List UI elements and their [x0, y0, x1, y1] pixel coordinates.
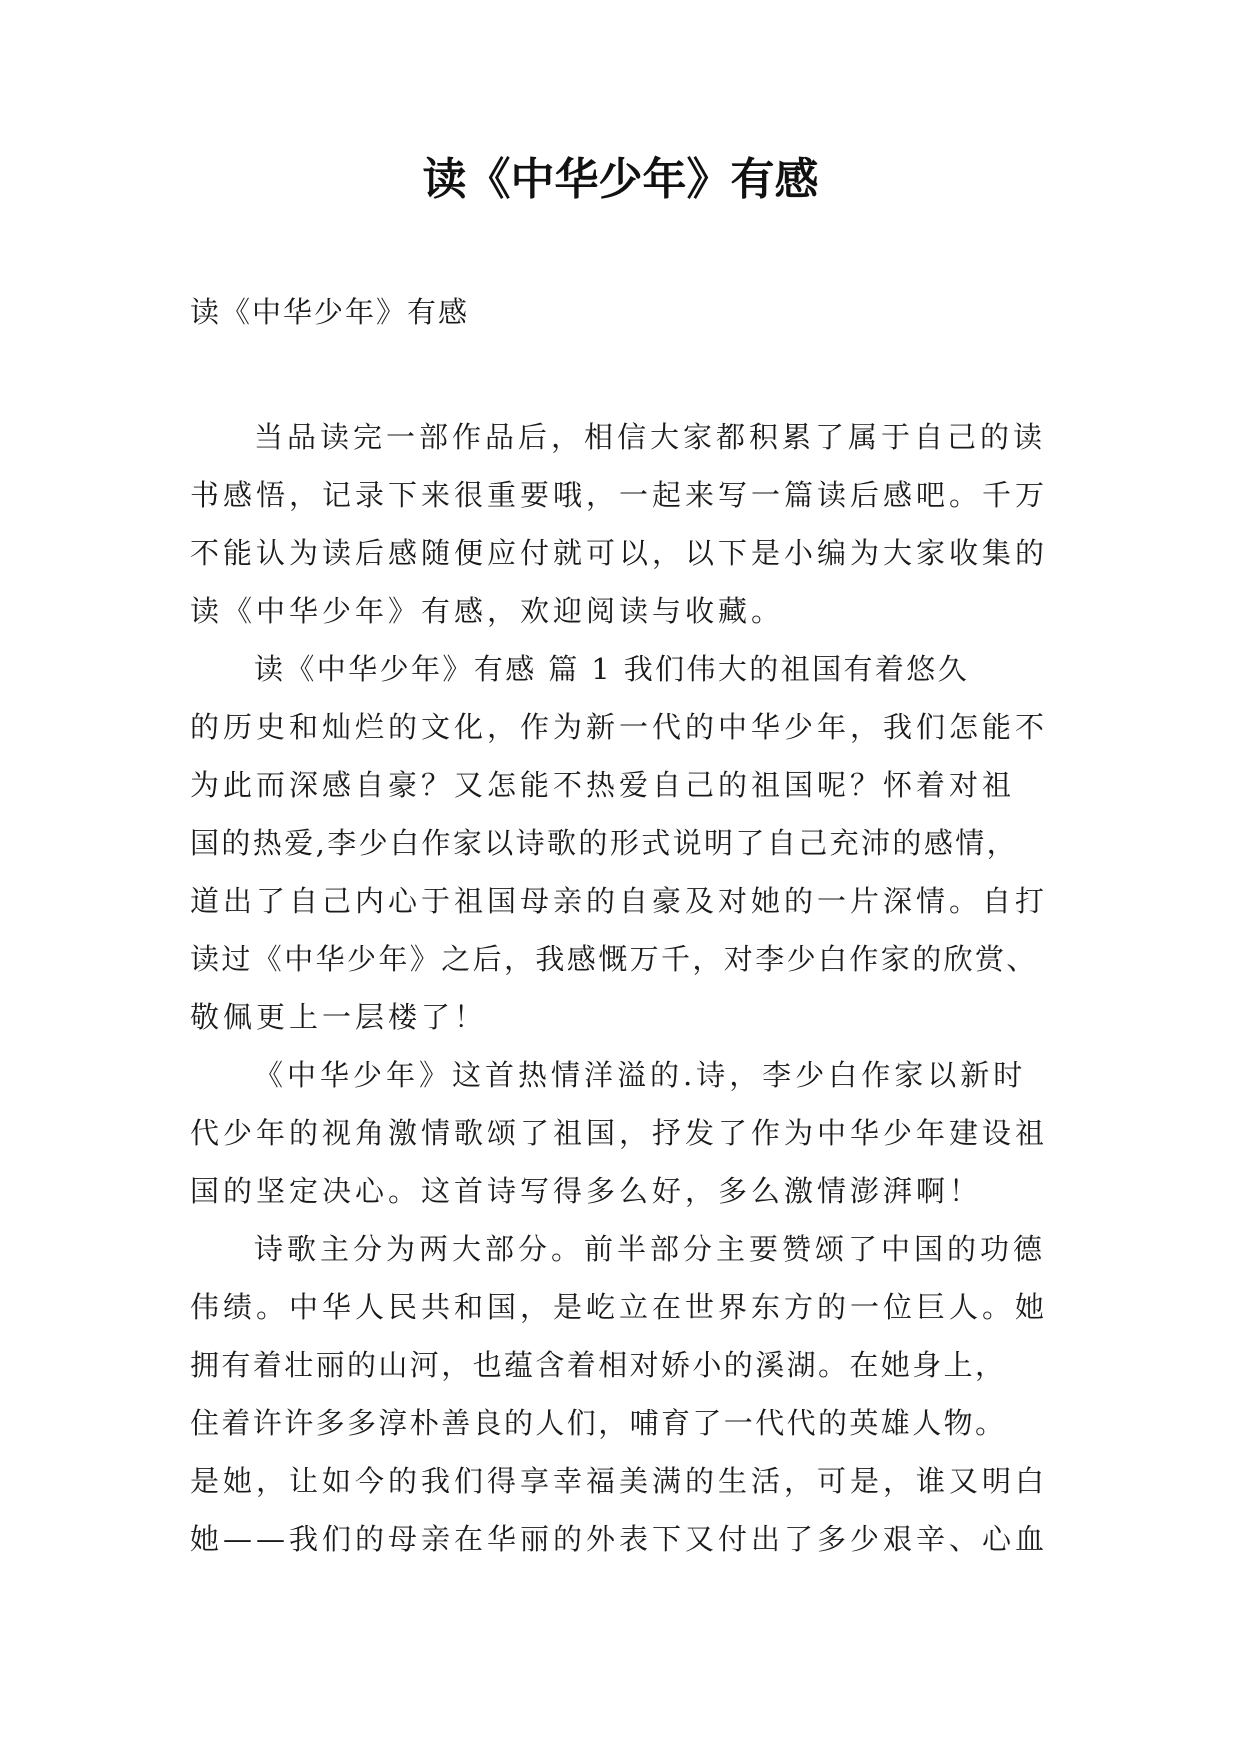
body-line: 住着许许多多淳朴善良的人们，哺育了一代代的英雄人物。 [190, 1406, 1007, 1440]
body-line: 道出了自己内心于祖国母亲的自豪及对她的一片深情。自打 [190, 884, 1049, 918]
body-line: 是她，让如今的我们得享幸福美满的生活，可是，谁又明白 [190, 1464, 1049, 1498]
body-line: 伟绩。中华人民共和国，是屹立在世界东方的一位巨人。她 [190, 1290, 1049, 1324]
body-line: 拥有着壮丽的山河，也蕴含着相对娇小的溪湖。在她身上， [190, 1348, 1007, 1382]
document-subtitle: 读《中华少年》有感 [190, 295, 470, 329]
body-line: 为此而深感自豪？又怎能不热爱自己的祖国呢？怀着对祖 [190, 768, 1016, 802]
body-line: 读《中华少年》有感，欢迎阅读与收藏。 [190, 594, 785, 628]
body-line: 代少年的视角激情歌颂了祖国，抒发了作为中华少年建设祖 [190, 1116, 1049, 1150]
body-line: 当品读完一部作品后，相信大家都积累了属于自己的读 [254, 420, 1047, 454]
body-line: 读过《中华少年》之后，我感慨万千，对李少白作家的欣赏、 [190, 942, 1038, 976]
body-line: 的历史和灿烂的文化，作为新一代的中华少年，我们怎能不 [190, 710, 1049, 744]
body-line: 读《中华少年》有感 篇 1 我们伟大的祖国有着悠久 [254, 652, 970, 686]
body-line: 书感悟，记录下来很重要哦，一起来写一篇读后感吧。千万 [190, 478, 1049, 512]
document-body [190, 408, 1050, 1568]
body-line: 敬佩更上一层楼了！ [190, 1000, 488, 1034]
body-line: 她——我们的母亲在华丽的外表下又付出了多少艰辛、心血 [190, 1522, 1049, 1556]
body-line: 《中华少年》这首热情洋溢的.诗，李少白作家以新时 [254, 1058, 1027, 1092]
body-line: 不能认为读后感随便应付就可以，以下是小编为大家收集的 [190, 536, 1049, 570]
body-line: 国的热爱,李少白作家以诗歌的形式说明了自己充沛的感情， [190, 826, 1019, 860]
document-title: 读《中华少年》有感 [422, 154, 819, 205]
body-line: 诗歌主分为两大部分。前半部分主要赞颂了中国的功德 [254, 1232, 1047, 1266]
body-line: 国的坚定决心。这首诗写得多么好，多么激情澎湃啊！ [190, 1174, 983, 1208]
